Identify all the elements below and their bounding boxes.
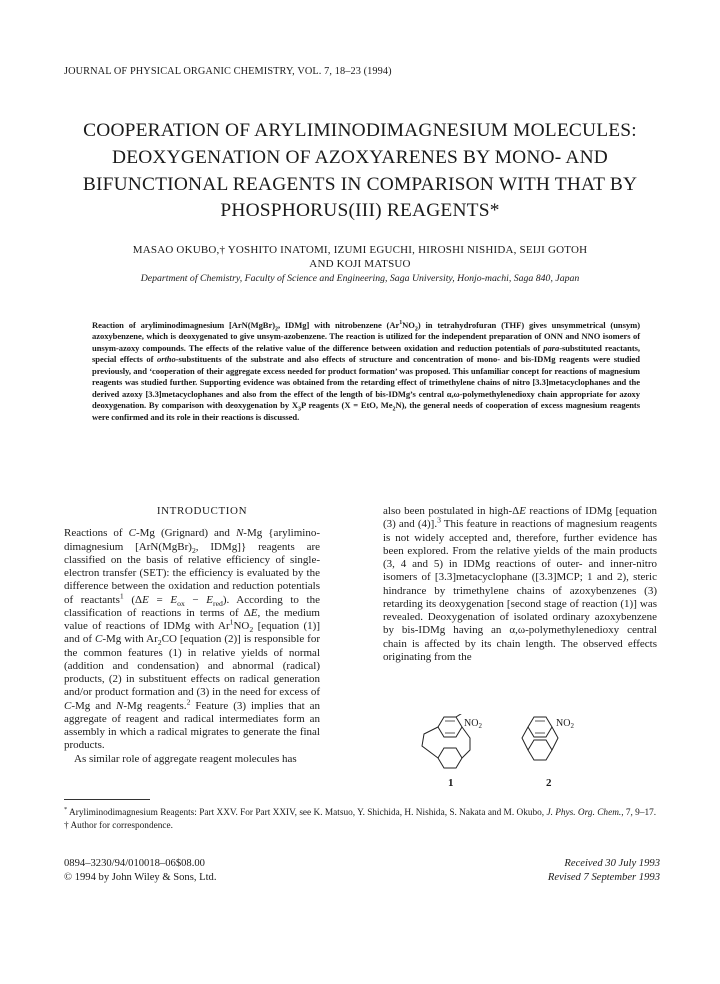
authors-line-1: MASAO OKUBO,† YOSHITO INATOMI, IZUMI EGUCHI, HIROSHI NISHIDA, SEIJI GOTOH [132,244,588,256]
trimethylene-chain-icon [462,727,470,758]
benzene-ring-icon [438,748,462,768]
affiliation: Department of Chemistry, Faculty of Science and Engineering, Saga University, Honjo-machi, Saga 840, Japan [140,273,580,284]
footnotes [64,807,664,833]
abstract: Reaction of aryliminodimagnesium [$ArN(MgBr)_2$, IDMg] with nitrobenzene $(Ar^1NO_2)$ in tetrahydrofuran (THF) gives unsymmetrical (unsym) azoxybenzene, which is deoxygenated to give unsym-azobenzene. The reaction is utilized for the independent preparation of ONN and NNO isomers of unsym-azoxy compounds. The effects of the relative value of the difference between oxidation and reduction potentials of para-substituted reactants, special effects of ortho-substituents of the substrate and also effects of structure and concentration of mono- and bis-IDMg reagents were studied previously, and ‘cooperation of their aggregate excess needed for product formation’ was proposed. This unfamiliar concept for reactions of magnesium reagents was studied further. Supporting evidence was obtained from the retarding effect of trimethylene chains of nitro [3.3]metacyclophanes and the derived azoxy [3.3]metacyclophanes and also from the effect of the length of bis-IDMg’s central α,ω-polymethylenedioxy chain appropriate for azoxy deoxygenation. By comparison with deoxygenation by $X_3P$ reagents (X = EtO, $Me_2N$), the general needs of cooperation of excess magnesium reagents were confirmed and its role in their reactions is discussed. [92,320,641,422]
benzene-ring-icon [528,740,552,760]
author-list [60,243,660,271]
compound-label-1: 1 [448,777,454,789]
intro-paragraph-2: As similar role of aggregate reagent molecules has [74,752,297,765]
trimethylene-chain-icon [552,727,558,750]
cyclophane-structures-figure [404,714,614,776]
compound-1-structure [422,714,470,768]
left-column [64,505,320,766]
revised-date: Revised 7 September 1993 [547,872,660,884]
intro-paragraph-1: Reactions of C-Mg (Grignard) and N-Mg {arylimino-dimagnesium [$ArN(MgBr)_2$, IDMg]} reagents are classified on the basis of relative efficiency of single-electron transfer (SET): the efficiency is evaluated by the difference between the oxidation and reduction potentials of reactants$^1$ $(\Delta E = E_{ox} - E_{red})$. According to the classification of reactions in terms of ΔE, the medium value of reactions of IDMg with $Ar^1NO_2$ [equation (1)] and of C-Mg with $Ar_2CO$ [equation (2)] is responsible for the common features (1) in relative yields of normal (addition and condensation) and abnormal (radical) products, (2) in substituent effects on radical generation and/or product formation and (3) in the need for excess of C-Mg and N-Mg reagents.$^2$ Feature (3) implies that an aggregate of reagent and radical intermediates form an assembly in which a radical migrates to generate the final products. [64,527,321,752]
authors-line-2: AND KOJI MATSUO [309,258,411,270]
nitro-group-label-1: $NO_2$ [464,718,482,730]
received-date: Received 30 July 1993 [564,858,660,869]
copyright-notice: © 1994 by John Wiley & Sons, Ltd. [64,872,217,884]
article-title: COOPERATION OF ARYLIMINODIMAGNESIUM MOLECULES: DEOXYGENATION OF AZOXYARENES BY MONO- AND BIFUNCTIONAL REAGENTS IN COMPARISON WITH THAT BY PHOSPHORUS(III) REAGENTS* [82,120,638,222]
compound-label-2: 2 [546,777,552,789]
right-column [383,505,657,664]
footnote-series: * Aryliminodimagnesium Reagents: Part XXV. For Part XXIV, see K. Matsuo, Y. Shichida, H. Nishida, S. Nakata and M. Okubo, J. Phys. Org. Chem., 7, 9–17. [64,805,657,818]
footnote-correspondence: † Author for correspondence. [64,820,173,831]
benzene-ring-icon [528,717,552,737]
article-code: 0894–3230/94/010018–06$08.00 [64,858,205,869]
publication-info [64,857,364,886]
submission-dates [420,857,660,886]
footnote-divider [64,799,150,800]
benzene-ring-icon [438,717,462,737]
compound-2-structure [522,717,558,760]
section-heading-introduction: INTRODUCTION [156,505,248,517]
right-column-paragraph: also been postulated in high-ΔE reactions of IDMg [equation (3) and (4)].$^3$ This feature in reactions of magnesium reagents is not widely accepted and, therefore, further evidence has been explored. From the relative yields of the main products (3, 4 and 5) in IDMg reactions of outer- and inner-nitro isomers of [3.3]metacyclophane ([3.3]MCP; 1 and 2), steric hindrance by trimethylene chains of azoxybenzenes (3) retarding its deoxygenation [second stage of reaction (1)] was revealed. Deoxygenation of isolated ordinary azoxybenzene by bis-IDMg having an α,ω-polymethylenedioxy central chain is affected by its chain length. The observed effects originating from the [383,505,658,663]
journal-header: JOURNAL OF PHYSICAL ORGANIC CHEMISTRY, VOL. 7, 18–23 (1994) [64,66,392,77]
nitro-group-label-2: $NO_2$ [556,718,574,730]
trimethylene-chain-icon [522,727,528,750]
trimethylene-chain-icon [422,727,438,758]
